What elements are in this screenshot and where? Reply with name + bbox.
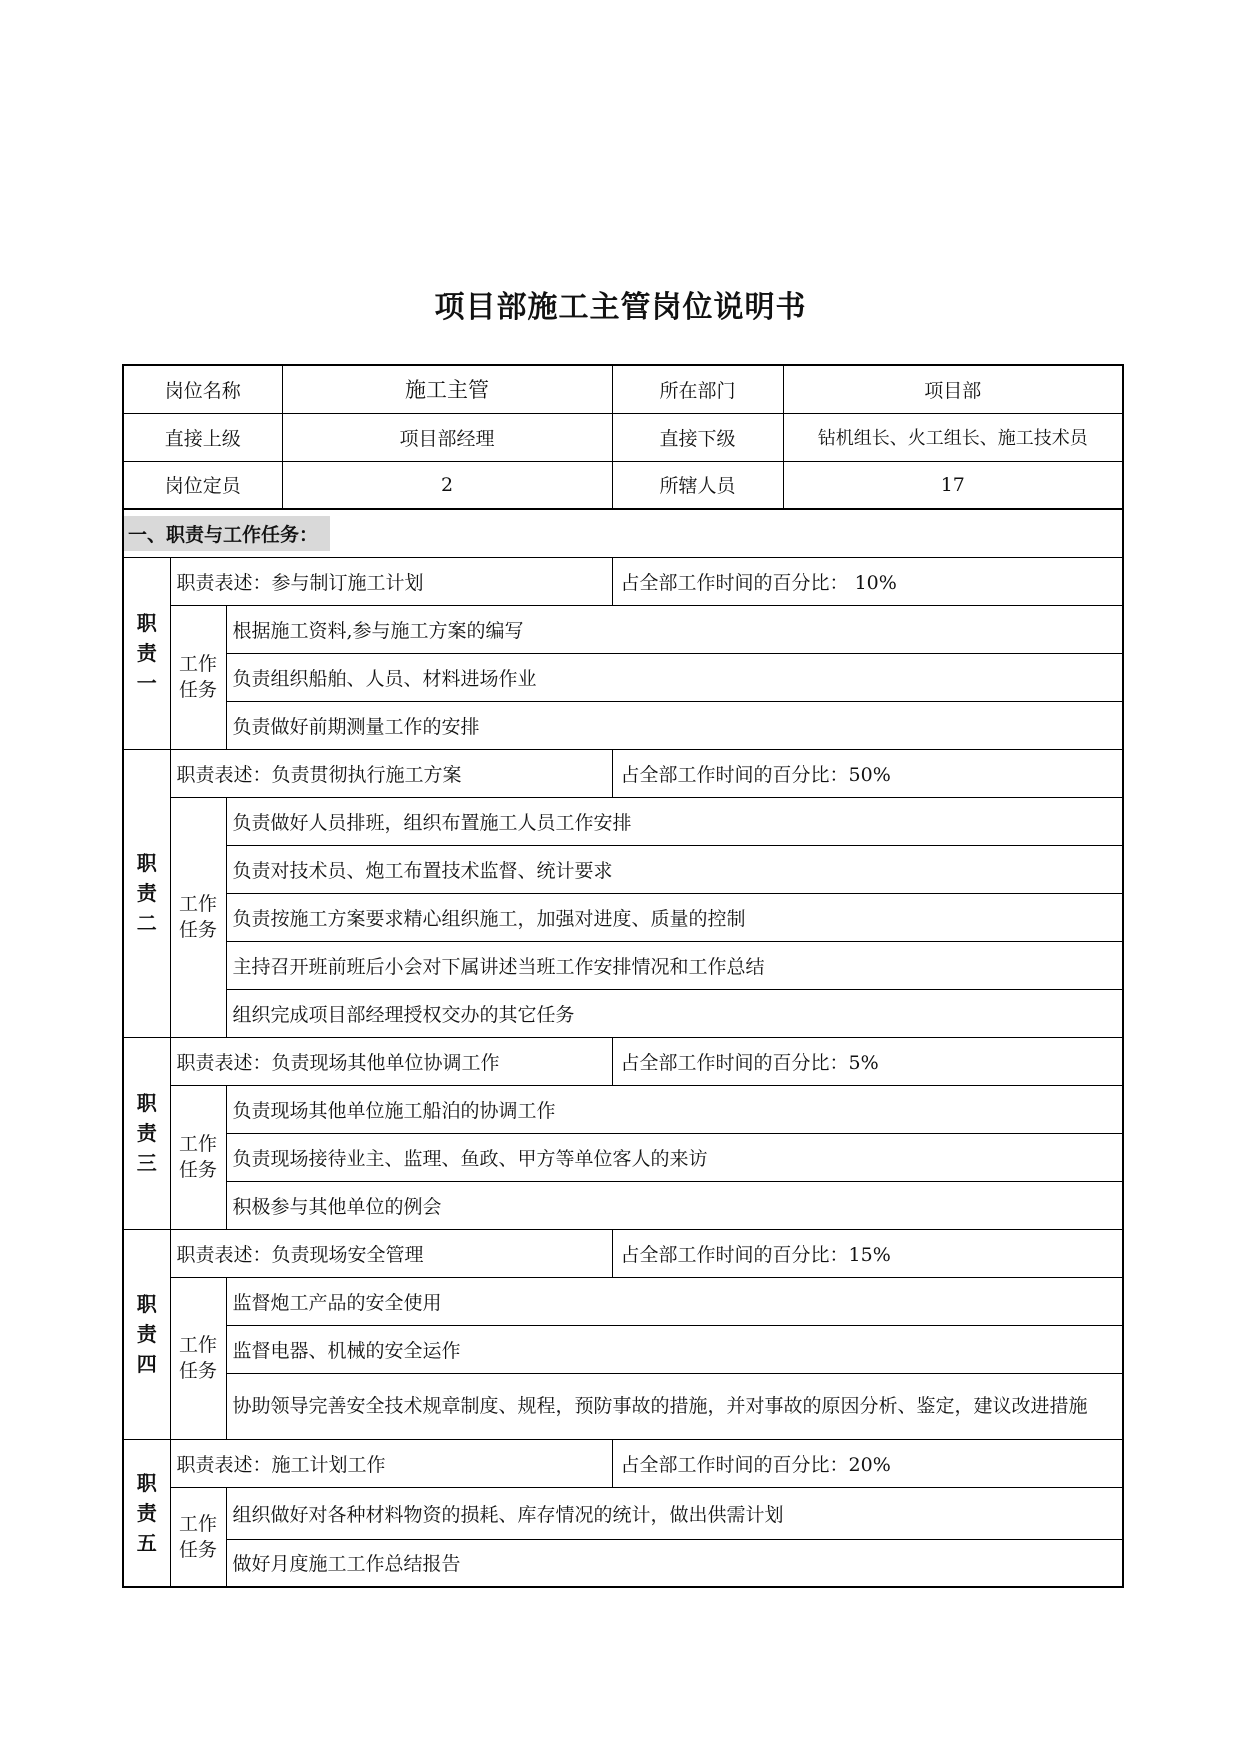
duty-1-task-label — [170, 605, 226, 749]
duty-1-label — [123, 557, 170, 749]
duty-3-label-text: 职 责 三 — [136, 1091, 157, 1175]
duty-2-task-row — [123, 989, 1123, 1037]
duty-2-description: 职责表述：负责贯彻执行施工方案 — [170, 749, 612, 797]
position-name-value: 施工主管 — [282, 365, 612, 413]
duty-3-description: 职责表述：负责现场其他单位协调工作 — [170, 1037, 612, 1085]
duty-2-task-row — [123, 893, 1123, 941]
header-row-3 — [123, 461, 1123, 509]
duty-3-task-label-text: 工作 任务 — [178, 1133, 217, 1181]
duty-1-task-row — [123, 605, 1123, 653]
position-name-label: 岗位名称 — [123, 365, 282, 413]
subordinate-label: 直接下级 — [612, 413, 783, 461]
duty-4-task-row — [123, 1277, 1123, 1325]
duty-5-label-text: 职 责 五 — [136, 1470, 157, 1555]
duty-1-label-text: 职 责 一 — [136, 611, 157, 695]
duty-5-task-label-text: 工作 任务 — [178, 1512, 217, 1561]
job-description-table — [122, 364, 1124, 1588]
duty-2-task-5: 组织完成项目部经理授权交办的其它任务 — [226, 989, 1123, 1037]
duty-3-task-row — [123, 1133, 1123, 1181]
duty-4-label-text: 职 责 四 — [136, 1292, 157, 1376]
section-heading: 一、职责与工作任务： — [124, 516, 330, 551]
duty-1-task-row — [123, 701, 1123, 749]
staff-value: 17 — [783, 461, 1123, 509]
duty-2-task-label-text: 工作 任务 — [178, 893, 217, 941]
duty-2-percent: 占全部工作时间的百分比：50% — [612, 749, 1123, 797]
duty-3-task-row — [123, 1181, 1123, 1229]
duty-3-percent: 占全部工作时间的百分比：5% — [612, 1037, 1123, 1085]
duty-4-percent: 占全部工作时间的百分比：15% — [612, 1229, 1123, 1277]
duty-5-percent: 占全部工作时间的百分比：20% — [612, 1439, 1123, 1487]
duty-5-task-label — [170, 1487, 226, 1587]
duty-4-description: 职责表述：负责现场安全管理 — [170, 1229, 612, 1277]
duty-2-task-1: 负责做好人员排班，组织布置施工人员工作安排 — [226, 797, 1123, 845]
duty-5-task-row — [123, 1539, 1123, 1587]
duty-2-task-label — [170, 797, 226, 1037]
duty-1-task-3: 负责做好前期测量工作的安排 — [226, 701, 1123, 749]
duty-2-task-4: 主持召开班前班后小会对下属讲述当班工作安排情况和工作总结 — [226, 941, 1123, 989]
duty-1-task-2: 负责组织船舶、人员、材料进场作业 — [226, 653, 1123, 701]
duty-2-task-2: 负责对技术员、炮工布置技术监督、统计要求 — [226, 845, 1123, 893]
duty-4-description-row — [123, 1229, 1123, 1277]
duty-4-label — [123, 1229, 170, 1439]
duty-2-label-text: 职 责 二 — [136, 851, 157, 935]
duty-1-task-label-text: 工作 任务 — [178, 653, 217, 701]
duty-1-description-row — [123, 557, 1123, 605]
duty-1-percent: 占全部工作时间的百分比： 10% — [612, 557, 1123, 605]
duty-2-label — [123, 749, 170, 1037]
duty-3-description-row — [123, 1037, 1123, 1085]
duty-4-task-row — [123, 1325, 1123, 1373]
duty-3-task-2: 负责现场接待业主、监理、鱼政、甲方等单位客人的来访 — [226, 1133, 1123, 1181]
duty-4-task-row — [123, 1373, 1123, 1439]
headcount-label: 岗位定员 — [123, 461, 282, 509]
duty-1-task-row — [123, 653, 1123, 701]
duty-4-task-label — [170, 1277, 226, 1439]
duty-5-description: 职责表述：施工计划工作 — [170, 1439, 612, 1487]
department-value: 项目部 — [783, 365, 1123, 413]
duty-2-task-3: 负责按施工方案要求精心组织施工，加强对进度、质量的控制 — [226, 893, 1123, 941]
duty-5-task-row — [123, 1487, 1123, 1539]
header-row-2 — [123, 413, 1123, 461]
duty-5-task-1: 组织做好对各种材料物资的损耗、库存情况的统计，做出供需计划 — [226, 1487, 1123, 1539]
duty-2-description-row — [123, 749, 1123, 797]
duty-3-task-label — [170, 1085, 226, 1229]
page-title: 项目部施工主管岗位说明书 — [434, 290, 807, 325]
duty-3-label — [123, 1037, 170, 1229]
duty-2-task-row — [123, 797, 1123, 845]
duty-5-label — [123, 1439, 170, 1587]
duty-2-task-row — [123, 941, 1123, 989]
subordinate-value: 钻机组长、火工组长、施工技术员 — [783, 413, 1123, 461]
duty-4-task-2: 监督电器、机械的安全运作 — [226, 1325, 1123, 1373]
superior-value: 项目部经理 — [282, 413, 612, 461]
duty-4-task-1: 监督炮工产品的安全使用 — [226, 1277, 1123, 1325]
duty-5-task-2: 做好月度施工工作总结报告 — [226, 1539, 1123, 1587]
header-row-1 — [123, 365, 1123, 413]
duty-4-task-3: 协助领导完善安全技术规章制度、规程，预防事故的措施，并对事故的原因分析、鉴定，建议改进措施 — [226, 1373, 1123, 1439]
superior-label: 直接上级 — [123, 413, 282, 461]
staff-label: 所辖人员 — [612, 461, 783, 509]
duty-2-task-row — [123, 845, 1123, 893]
duty-5-description-row — [123, 1439, 1123, 1487]
headcount-value: 2 — [282, 461, 612, 509]
duty-3-task-3: 积极参与其他单位的例会 — [226, 1181, 1123, 1229]
duty-4-task-label-text: 工作 任务 — [178, 1334, 217, 1382]
duty-1-task-1: 根据施工资料,参与施工方案的编写 — [226, 605, 1123, 653]
duty-3-task-1: 负责现场其他单位施工船泊的协调工作 — [226, 1085, 1123, 1133]
duty-3-task-row — [123, 1085, 1123, 1133]
section-row — [123, 509, 1123, 557]
duty-1-description: 职责表述：参与制订施工计划 — [170, 557, 612, 605]
department-label: 所在部门 — [612, 365, 783, 413]
